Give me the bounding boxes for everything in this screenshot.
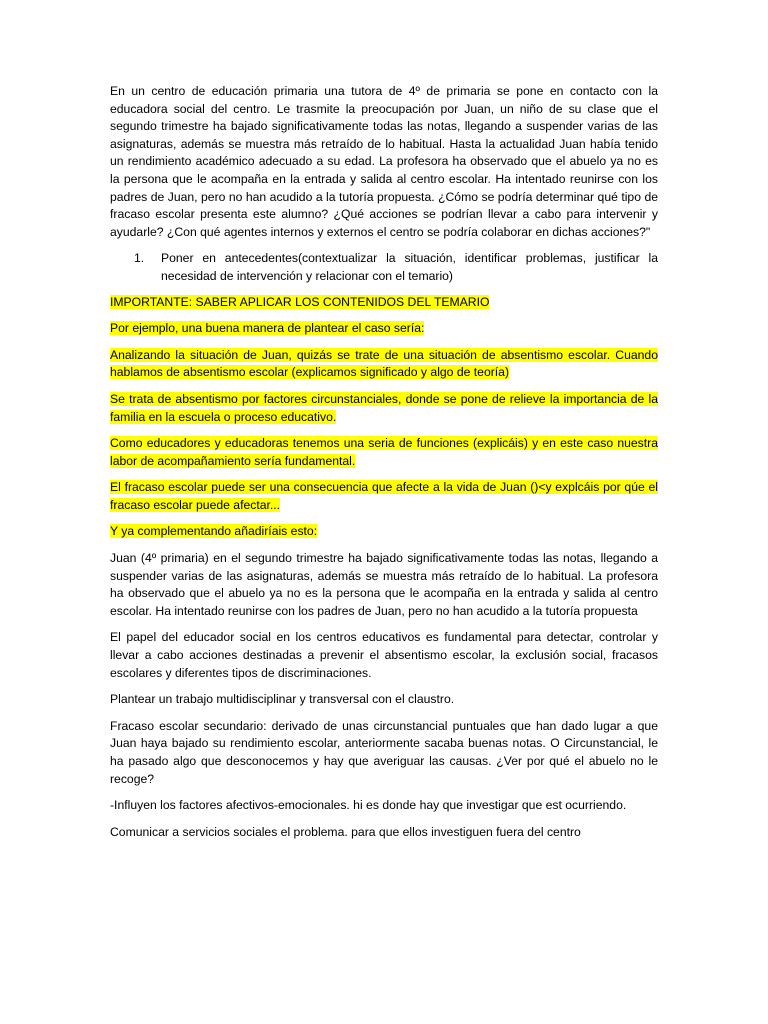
important-note [110,294,658,312]
complement-paragraph [110,523,658,541]
highlighted-text: Y ya complementando añadiríais esto: [110,524,318,539]
consequence-paragraph [110,479,658,514]
social-services-paragraph: Comunicar a servicios sociales el problema. para que ellos investiguen fuera del centro [110,824,581,839]
educators-paragraph [110,435,658,470]
analysis-paragraph [110,347,658,382]
list-item-text: Poner en antecedentes(contextualizar la situación, identificar problemas, justificar la necesidad de intervención y relacionar con el temario) [161,251,658,283]
factors-paragraph [110,391,658,426]
list-item [110,250,658,285]
example-intro [110,320,658,338]
multidisciplinary-paragraph: Plantear un trabajo multidisciplinar y transversal con el claustro. [110,692,455,707]
role-paragraph: El papel del educador social en los centros educativos es fundamental para detectar, controlar y llevar a cabo acciones destinadas a prevenir el absentismo escolar, la exclusión social, fracasos escolares y diferentes tipos de discriminaciones. [110,630,658,680]
highlighted-text: El fracaso escolar puede ser una consecuencia que afecte a la vida de Juan ()<y explcáis por qúe el fracaso escolar puede afectar... [110,480,658,512]
document-body [110,83,658,850]
summary-paragraph: Juan (4º primaria) en el segundo trimestre ha bajado significativamente todas las notas, llegando a suspender varias de las asignaturas, además se muestra más retraído de lo habitual. La profesora ha observado que el abuelo ya no es la persona que le acompaña en la entrada y salida al centro escolar. Ha intentado reunirse con los padres de Juan, pero no han acudido a la tutoría propuesta [110,551,658,618]
highlighted-text: Por ejemplo, una buena manera de plantear el caso sería: [110,321,425,336]
intro-paragraph: En un centro de educación primaria una tutora de 4º de primaria se pone en contacto con la educadora social del centro. Le trasmite la preocupación por Juan, un niño de su clase que el segundo trimestre ha bajado significativamente todas las notas, llegando a suspender varias de las asignaturas, además se muestra más retraído de lo habitual. Hasta la actualidad Juan había tenido un rendimiento académico adecuado a su edad. La profesora ha observado que el abuelo ya no es la persona que le acompaña en la entrada y salida al centro escolar. Ha intentado reunirse con los padres de Juan, pero no han acudido a la tutoría propuesta. ¿Cómo se podría determinar qué tipo de fracaso escolar presenta este alumno? ¿Qué acciones se podrían llevar a cabo para intervenir y ayudarle? ¿Con qué agentes internos y externos el centro se podría colaborar en dichas acciones?" [110,84,658,239]
highlighted-text: Se trata de absentismo por factores circunstanciales, donde se pone de relieve la importancia de la familia en la escuela o proceso educativo. [110,391,658,424]
secondary-failure-paragraph: Fracaso escolar secundario: derivado de unas circunstancial puntuales que han dado lugar a que Juan haya bajado su rendimiento escolar, anteriormente sacaba buenas notas. O Circunstancial, le ha pasado algo que desconocemos y hay que averiguar las causas. ¿Ver por qué el abuelo no le recoge? [110,718,658,786]
highlighted-text: Analizando la situación de Juan, quizás se trate de una situación de absentismo escolar. Cuando hablamos de absentismo escolar (explicamos significado y algo de teoría) [110,347,658,380]
list-item-number: 1. [134,251,145,266]
affective-paragraph: -Influyen los factores afectivos-emocionales. hi es donde hay que investigar que est ocurriendo. [110,798,627,813]
highlighted-text: IMPORTANTE: SABER APLICAR LOS CONTENIDOS DEL TEMARIO [110,294,490,309]
numbered-list [110,250,658,285]
highlighted-text: Como educadores y educadoras tenemos una seria de funciones (explicáis) y en este caso nuestra labor de acompañamiento sería fundamental. [110,436,658,468]
